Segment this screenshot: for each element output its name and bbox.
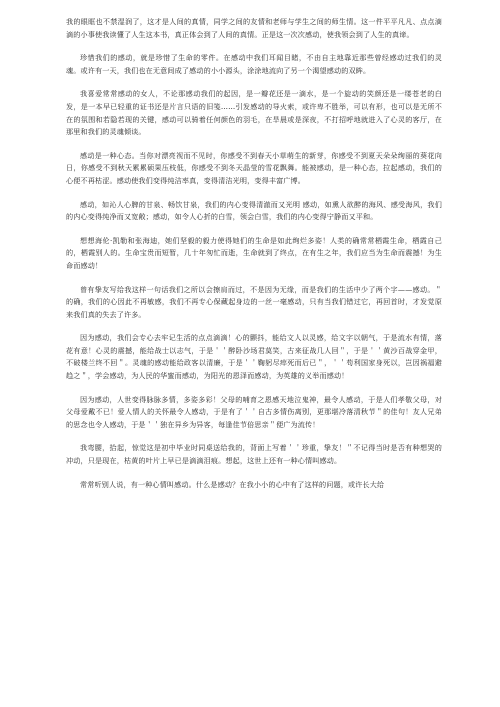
paragraph-1: 我的眼眶也不禁湿润了，这才是人间的真情，同学之间的友情和老师与学生之间的师生情。这一件平平凡凡、点点滴滴的小事使我读懂了人生这本书，真正体会到了人间的真情。正是这一次次感动，使我领会到了人生的真谛。 [66, 17, 442, 39]
paragraph-10: 我弯腰，拾起，惊觉这是初中毕业时同桌送给我的，背面上写着＇＇珍重，挚友！＂不记得当时是否有种想哭的冲动，只是现在，枯黄的叶片上早已是滴滴泪痕。想起，这世上还有一种心情叫感动。 [66, 443, 442, 466]
paragraph-4: 感动是一种心态。当你对漂亮视而不见时，你感受不到春天小草萌生的新芽，你感受不到夏天朵朵绚丽的葵花向日，你感受不到秋天累累硕果压枝低，你感受不到冬天晶莹的雪花飘舞。能被感动，是一种心态，拉起感动，我们的心便不再枯涩。感动使我们变得纯洁率真，变得清洁光明，变得丰富广博。 [66, 150, 442, 185]
paragraph-11: 常常听别人说，有一种心情叫感动。什么是感动？在我小小的心中有了这样的问题，或许长大给 [80, 479, 385, 489]
paragraph-8: 因为感动，我们会专心去牢记生活的点点滴滴！心的颤抖，能给文人以灵感，给文字以朝气，于是流水有情，落花有意！心灵的震撼，能给战士以志气，于是＇＇醉卧沙场君莫笑，古来征战几人回＂，于是＇＇黄沙百战穿金甲，不破楼兰终不回＂。灵魂的感动能给政客以清廉，于是＇＇鞠躬尽瘁死而后已＂，＇＇苟利国家身死以，岂因祸福避趋之＂，学会感动，为人民的华蜜而感动，为阳光的恩泽而感动，为英雄的义举而感动！ [66, 333, 442, 381]
paragraph-9: 因为感动，人世变得脉脉多情，多姿多彩！父母的哺育之恩感天地泣鬼神，最令人感动，于是人们孝敬父母，对父母爱戴不已！爱人情人的关怀最令人感动，于是有了＇＇自古多情伤离别，更那堪冷落清秋节＂的佳句！友人兄弟的思念也令人感动，于是＇＇独在异乡为异客，每逢佳节倍思亲＂便广为流传！ [66, 394, 442, 429]
paragraph-7: 曾有挚友写给我这样一句话我们之所以会擦肩而过，不是因为无缘，而是我们的生活中少了两个字——感动。＂的确，我们的心因此不再敏感，我们不再专心保藏起身边的一丝一毫感动，只有当我们错过它，再回首时，才发觉原来我们真的失去了许多。 [66, 284, 442, 319]
paragraph-2: 珍惜我们的感动，就是珍惜了生命的零件。在感动中我们耳闻目睹，不由自主地靠近那些曾经感动过我们的灵魂。或许有一天，我们也在无意间成了感动的小小源头，涂涂地流向了另一个渴望感动的双眸。 [66, 53, 442, 75]
paragraph-5: 感动，如沁人心脾的甘泉、畅饮甘泉，我们的内心变得清澈而又光明 感动，如熏人欲醉的海风、感受海风，我们的内心变得纯净而又宽敞；感动，如令人心折的白雪，领会白雪，我们的内心变得宁静而又平和。 [66, 199, 442, 222]
paragraph-6: 想想海伦·凯勒和张海迪，她们坚毅的毅力使得她们的生命是如此绚烂多姿！人类的确常常栖霞生命，栖霞自己的，栖霞别人的。生命宝贵而短暂，几十年匆忙而逝，生命就到了终点，在有生之年，我们应当为生命而震撼！为生命而感动！ [66, 235, 442, 270]
paragraph-3: 我喜爱常常感动的女人，不论那感动我们的起因，是一瓣花还是一滴水，是一个旋动的笑颜还是一缕苍老的白发，是一本早已轻重的证书还是片言只语的旧笺……引发感动的导火索，或许卑不胜举，可以有形，也可以是无所不在的氛围和若隐若现的关键，感动可以骑着任何颜色的羽毛，在旱晨或是深夜，不打招呼地就进入了心灵的客厅，在那里和我们的灵魂倾谈。 [66, 89, 442, 137]
